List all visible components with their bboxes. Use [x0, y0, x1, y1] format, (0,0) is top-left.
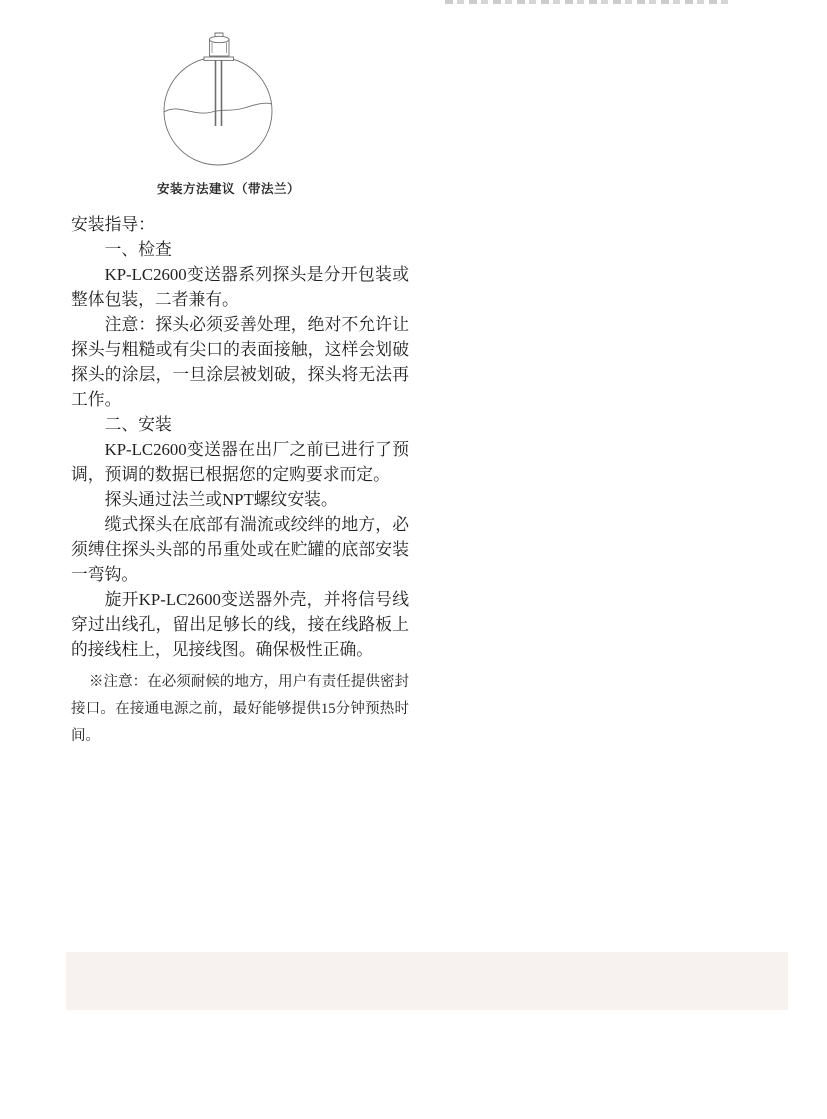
- paragraph-heading-installation: 二、安装: [104, 415, 172, 434]
- paragraph: 缆式探头在底部有湍流或绞绊的地方，必须缚住探头头部的吊重处或在贮罐的底部安装一弯钩。: [71, 515, 409, 584]
- paragraph: KP-LC2600变送器系列探头是分开包装或整体包装，二者兼有。: [71, 265, 409, 309]
- transmitter-cap: [210, 36, 229, 42]
- paragraph: 注意：探头必须妥善处理，绝对不允许让探头与粗糙或有尖口的表面接触，这样会划破探头的涂层，一旦涂层被划破，探头将无法再工作。: [71, 315, 409, 409]
- paragraph: 旋开KP-LC2600变送器外壳，并将信号线穿过出线孔，留出足够长的线，接在线路板上的接线柱上，见接线图。确保极性正确。: [71, 590, 409, 659]
- paragraph: KP-LC2600变送器在出厂之前已进行了预调，预调的数据已根据您的定购要求而定。: [71, 440, 409, 484]
- clipped-header-text: [445, 0, 733, 4]
- footer-highlight-bar: [66, 952, 788, 1010]
- body-text: [71, 212, 409, 750]
- tank-with-flange-probe-drawing: [148, 28, 298, 173]
- diagram-caption: 安装方法建议（带法兰）: [157, 182, 301, 196]
- liquid-level-line: [164, 103, 272, 113]
- paragraph-heading-inspection: 一、检查: [104, 240, 172, 259]
- installation-diagram: [148, 28, 301, 197]
- note-paragraph: ※注意：在必须耐候的地方，用户有责任提供密封接口。在接通电源之前，最好能够提供15分钟预热时间。: [71, 674, 409, 744]
- section-title: 安装指导：: [71, 215, 155, 234]
- flange-plate: [204, 57, 234, 60]
- paragraph: 探头通过法兰或NPT螺纹安装。: [104, 490, 338, 509]
